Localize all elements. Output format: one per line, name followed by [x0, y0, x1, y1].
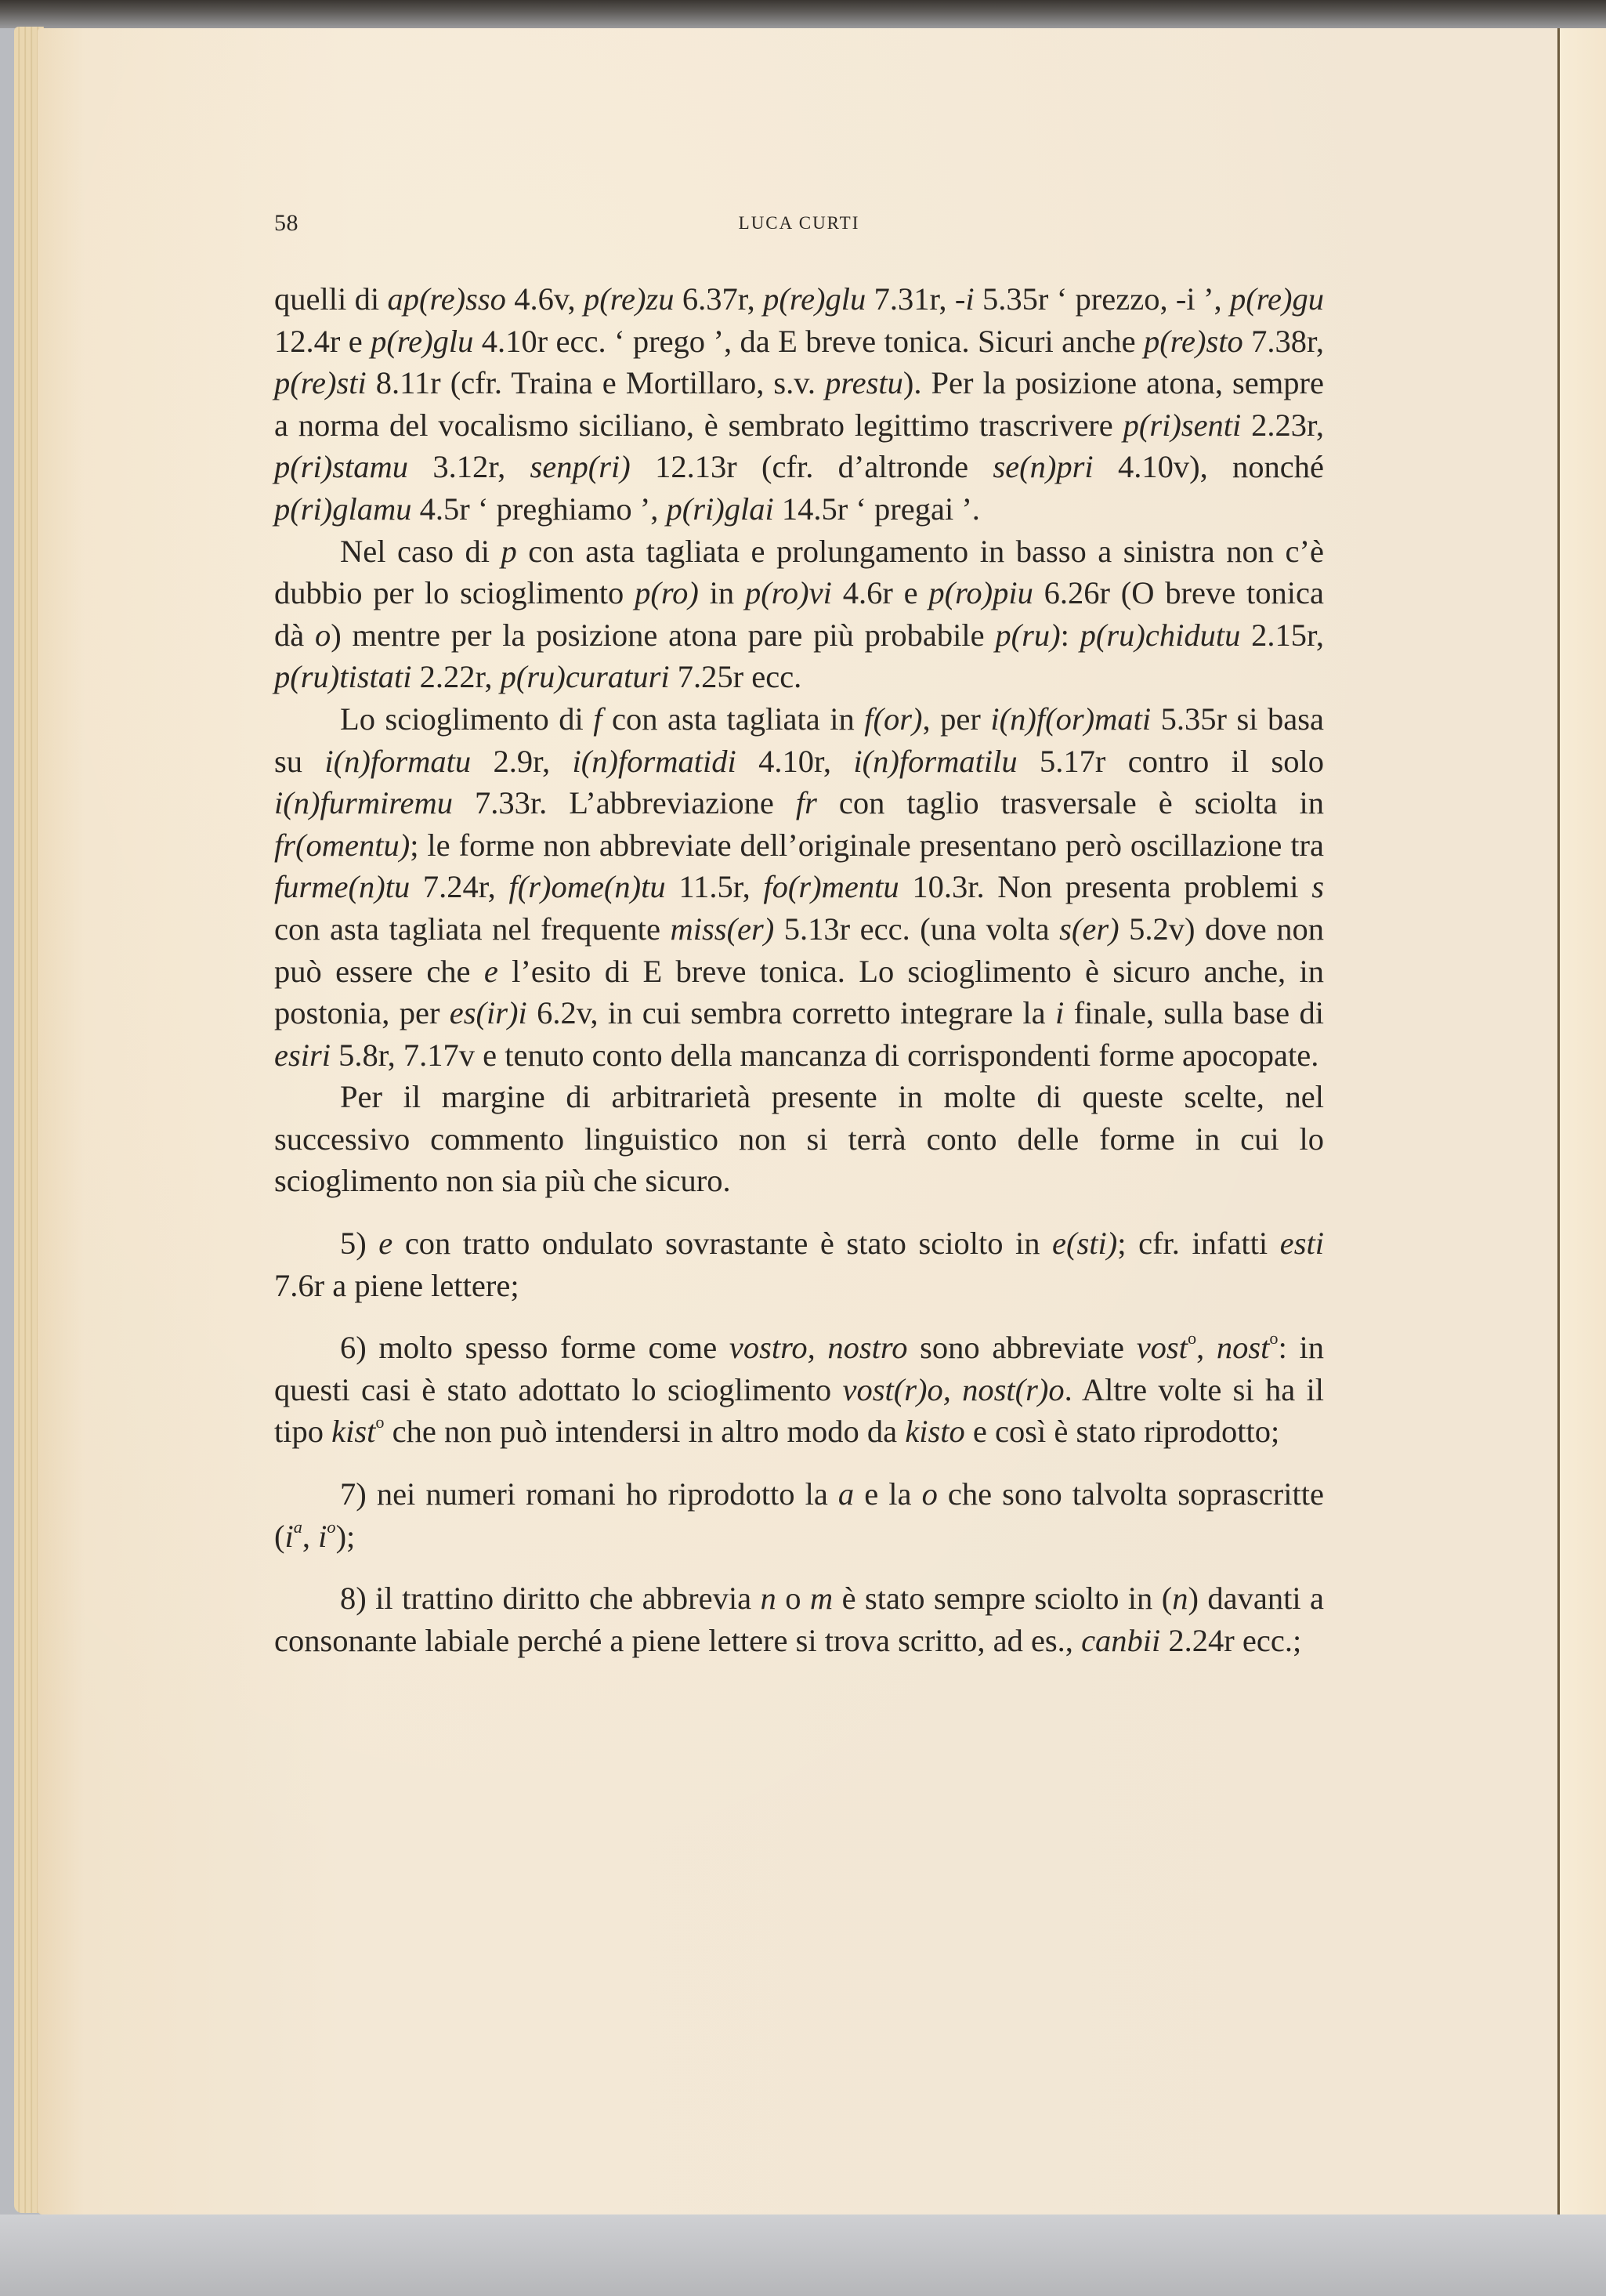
text-run: Lo scioglimento di — [340, 701, 594, 737]
scanner-top-shadow — [0, 0, 1606, 28]
text-run: . Altre volte si ha il tipo — [274, 1371, 1324, 1450]
text-run: con asta tagliata nel frequente — [274, 911, 671, 947]
text-run: l’esito di E breve tonica. Lo scioglimento è sicuro anche, in postonia, per — [274, 953, 1325, 1031]
italic-text: p(re)glu — [763, 281, 866, 317]
superscript-text: a — [293, 1516, 302, 1537]
italic-text: canbii — [1081, 1622, 1161, 1658]
italic-text: i(n)formatidi — [572, 743, 736, 779]
text-run: 8.11r (cfr. Traina e Mortillaro, s.v. — [366, 365, 826, 401]
text-run: 5.8r, 7.17v e tenuto conto della mancanza di corrispondenti forme apocopate. — [331, 1037, 1319, 1073]
text-run: ). Per la posizione atona, sempre a norma del vocalismo siciliano, è sembrato legittimo trascrivere — [274, 365, 1324, 443]
italic-text: i(n)furmiremu — [274, 785, 453, 821]
italic-text: prestu — [825, 365, 903, 401]
italic-text: f(or) — [864, 701, 923, 737]
italic-text: senp(ri) — [530, 449, 631, 485]
text-run: 12.13r (cfr. d’altronde — [630, 449, 993, 485]
italic-text: vost — [1136, 1330, 1188, 1366]
italic-text: ap(re)sso — [387, 281, 506, 317]
italic-text: i — [284, 1518, 294, 1554]
text-run: 7.38r, — [1242, 323, 1324, 359]
text-run: 5.35r si basa su — [274, 701, 1324, 779]
text-run: 5.2v) dove non può essere che — [274, 911, 1325, 989]
text-run: con asta tagliata e prolungamento in basso a sinistra non c’è dubbio per lo scioglimento — [274, 533, 1324, 611]
italic-text: fr(omentu) — [274, 827, 411, 863]
text-run: 6) molto spesso forme come — [340, 1330, 729, 1366]
text-run: che sono talvolta soprascritte ( — [274, 1476, 1324, 1554]
running-head — [274, 210, 1324, 241]
italic-text: e(sti) — [1052, 1226, 1118, 1262]
text-run: 4.10r, — [736, 743, 854, 779]
text-run: 5) — [340, 1226, 379, 1262]
text-run: 4.10v), nonché — [1093, 449, 1324, 485]
author-running-title: LUCA CURTI — [738, 213, 860, 233]
text-run: 7.31r, — [866, 281, 955, 317]
text-run: Nel caso di — [340, 533, 501, 569]
italic-text: p(re)sti — [274, 365, 367, 401]
text-run: Per il margine di arbitrarietà presente in molte di queste scelte, nel successivo commento linguistico non si terrà conto delle forme in cui lo scioglimento non sia più che sicuro. — [274, 1079, 1324, 1199]
italic-text: p(ru)tistati — [274, 659, 412, 695]
italic-text: -i — [954, 281, 975, 317]
italic-text: o — [315, 617, 331, 653]
paragraph — [274, 278, 1324, 531]
text-run: 5.13r ecc. (una volta — [774, 911, 1060, 947]
text-run: 2.23r, — [1241, 407, 1324, 443]
text-run: 7) nei numeri romani ho riprodotto la — [340, 1476, 838, 1512]
text-run: 5.17r contro il solo — [1017, 743, 1324, 779]
text-run: con asta tagliata in — [602, 701, 865, 737]
paragraph — [274, 531, 1324, 698]
italic-text: i — [318, 1518, 327, 1554]
text-run: con taglio trasversale è sciolta in — [816, 785, 1324, 821]
italic-text: p(ri)glai — [666, 491, 774, 527]
italic-text: p(ri)stamu — [274, 449, 408, 485]
italic-text: p(re)glu — [371, 323, 474, 359]
italic-text: e — [378, 1226, 393, 1262]
italic-text: vost(r)o, nost(r)o — [842, 1371, 1065, 1407]
text-run: 12.4r e — [274, 323, 371, 359]
text-run: e la — [854, 1476, 922, 1512]
italic-text: vostro, nostro — [729, 1330, 908, 1366]
italic-text: miss(er) — [670, 911, 775, 947]
italic-text: se(n)pri — [993, 449, 1094, 485]
italic-text: f — [593, 701, 602, 737]
italic-text: nost — [1216, 1330, 1270, 1366]
italic-text: esti — [1279, 1226, 1324, 1262]
text-run: 3.12r, — [408, 449, 530, 485]
text-run: finale, sulla base di — [1064, 995, 1324, 1031]
text-run: sono abbreviate — [907, 1330, 1137, 1366]
paragraph — [274, 698, 1324, 1076]
text-run: ; le forme non abbreviate dell’originale presentano però oscillazione tra — [410, 827, 1324, 863]
text-run: ) mentre per la posizione atona pare più probabile — [331, 617, 996, 653]
text-run: 11.5r, — [665, 869, 764, 905]
italic-text: p(ro)piu — [928, 575, 1033, 611]
text-run: 6.26r (O breve tonica dà — [274, 575, 1324, 653]
text-run: 2.22r, — [411, 659, 501, 695]
italic-text: a — [837, 1476, 855, 1512]
italic-text: fo(r)mentu — [763, 869, 899, 905]
text-run: 2.9r, — [471, 743, 573, 779]
text-run: 4.5r ‘ preghiamo ’, — [411, 491, 667, 527]
italic-text: fr — [795, 785, 817, 821]
superscript-text: o — [1187, 1328, 1197, 1349]
italic-text: p(ru) — [995, 617, 1061, 653]
italic-text: s(er) — [1059, 911, 1119, 947]
text-run: 10.3r. Non presenta problemi — [899, 869, 1312, 905]
text-run: : in questi casi è stato adottato lo scioglimento — [274, 1330, 1325, 1407]
text-run: 2.15r, — [1240, 617, 1324, 653]
text-run: in — [698, 575, 745, 611]
page-gutter — [1557, 28, 1560, 2246]
italic-text: i(n)formatilu — [853, 743, 1018, 779]
text-run: 6.2v, in cui sembra corretto integrare la — [526, 995, 1056, 1031]
italic-text: i — [1055, 995, 1065, 1031]
italic-text: kisto — [905, 1414, 965, 1450]
list-item — [274, 1577, 1324, 1661]
italic-text: esiri — [274, 1037, 331, 1073]
scanner-bottom-shadow — [0, 2215, 1606, 2296]
text-run: 6.37r, — [674, 281, 764, 317]
text-run: 7.6r a piene lettere; — [274, 1267, 519, 1303]
text-run: : — [1060, 617, 1080, 653]
italic-text: p(ru)curaturi — [500, 659, 670, 695]
italic-text: p(ri)glamu — [274, 491, 412, 527]
italic-text: p — [501, 533, 517, 569]
text-run: o — [776, 1581, 810, 1617]
text-run: con tratto ondulato sovrastante è stato sciolto in — [392, 1226, 1053, 1262]
italic-text: e — [483, 953, 498, 989]
italic-text: p(ro) — [635, 575, 699, 611]
italic-text: p(re)sto — [1144, 323, 1243, 359]
facing-page-edge — [1560, 28, 1606, 2246]
italic-text: n — [760, 1581, 776, 1617]
text-run: , per — [922, 701, 991, 737]
text-run: 4.6v, — [505, 281, 584, 317]
text-run: 7.25r ecc. — [669, 659, 802, 695]
text-run: 4.10r ecc. ‘ prego ’, da E breve tonica. Sicuri anche — [473, 323, 1144, 359]
list-item — [274, 1473, 1324, 1557]
italic-text: s — [1311, 869, 1324, 905]
italic-text: i(n)formatu — [324, 743, 472, 779]
superscript-text: o — [375, 1412, 385, 1432]
text-run: quelli di — [274, 281, 388, 317]
text-run: ) davanti a consonante labiale perché a piene lettere si trova scritto, ad es., — [274, 1581, 1325, 1658]
italic-text: p(ro)vi — [744, 575, 832, 611]
italic-text: es(ir)i — [449, 995, 527, 1031]
italic-text: f(r)ome(n)tu — [508, 869, 666, 905]
paragraph — [274, 1076, 1324, 1202]
text-run: , — [1196, 1330, 1217, 1366]
italic-text: p(re)gu — [1230, 281, 1324, 317]
list-item — [274, 1327, 1324, 1453]
italic-text: m — [809, 1581, 834, 1617]
italic-text: i(n)f(or)mati — [990, 701, 1152, 737]
italic-text: p(ru)chidutu — [1080, 617, 1241, 653]
text-run: 14.5r ‘ pregai ’. — [773, 491, 980, 527]
text-run: ); — [335, 1518, 356, 1554]
italic-text: kist — [331, 1414, 376, 1450]
text-run: 4.6r e — [831, 575, 929, 611]
italic-text: p(ri)senti — [1123, 407, 1242, 443]
text-run: 7.24r, — [410, 869, 509, 905]
list-item — [274, 1222, 1324, 1306]
text-run: e così è stato riprodotto; — [964, 1414, 1280, 1450]
text-run: ; cfr. infatti — [1117, 1226, 1280, 1262]
text-run: 8) il trattino diritto che abbrevia — [340, 1581, 761, 1617]
italic-text: p(re)zu — [584, 281, 675, 317]
superscript-text: o — [1269, 1328, 1279, 1349]
text-run: che non può intendersi in altro modo da — [384, 1414, 906, 1450]
italic-text: n — [1172, 1581, 1188, 1617]
text-run: è stato sempre sciolto in ( — [833, 1581, 1173, 1617]
italic-text: furme(n)tu — [274, 869, 411, 905]
text-run: 2.24r ecc.; — [1160, 1622, 1302, 1658]
page-number: 58 — [274, 210, 298, 236]
text-run: , — [302, 1518, 319, 1554]
text-run: 7.33r. L’abbreviazione — [452, 785, 796, 821]
text-run: 5.35r ‘ prezzo, -i ’, — [974, 281, 1230, 317]
italic-text: o — [921, 1476, 938, 1512]
body-text — [274, 278, 1324, 1661]
superscript-text: o — [327, 1516, 336, 1537]
